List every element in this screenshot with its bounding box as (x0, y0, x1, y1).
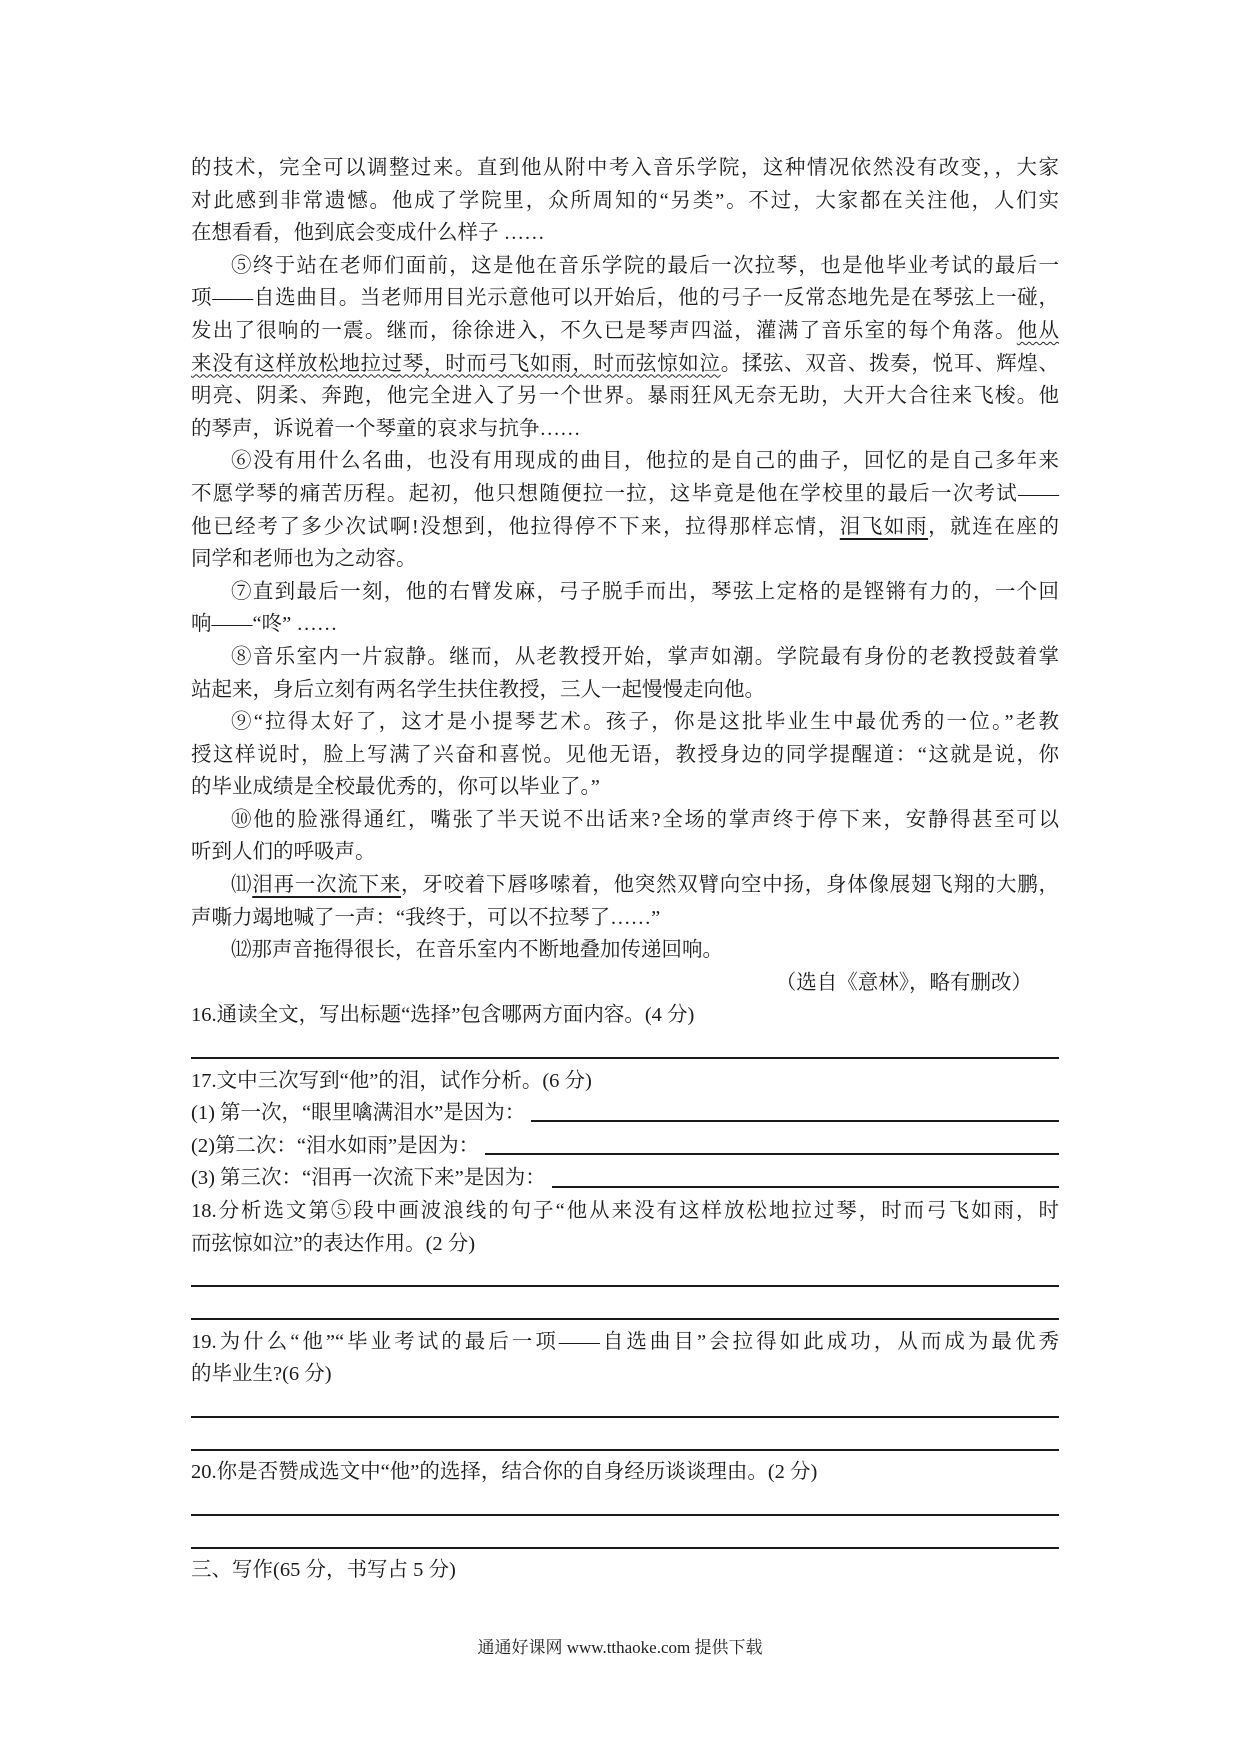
text-line: ⑩他的脸涨得通红，嘴张了半天说不出话来?全场的掌声终于停下来，安静得甚至可以 (231, 808, 1059, 831)
text-line: 明亮、阴柔、奔跑，他完全进入了另一个世界。暴雨狂风无奈无助，大开大合往来飞梭。他 (191, 385, 1059, 408)
paragraph-9 (191, 706, 1059, 804)
text-line (191, 869, 1059, 902)
question-17 (191, 1065, 1059, 1195)
question-17-item-1 (191, 1097, 1059, 1130)
paragraph-12 (191, 934, 1059, 967)
answer-area (191, 1483, 1059, 1549)
paragraph-7 (191, 576, 1059, 641)
answer-area (191, 1254, 1059, 1320)
line-segment: 。揉弦、双音、拨奏，悦耳、辉煌、 (720, 352, 1059, 375)
item-text: (3) 第三次：“泪再一次流下来”是因为： (191, 1167, 546, 1190)
question-text: 16.通读全文，写出标题“选择”包含哪两方面内容。(4 分) (191, 1004, 695, 1027)
question-text: 19.为什么“他”“毕业考试的最后一项——自选曲目”会拉得如此成功，从而成为最优秀 (191, 1330, 1059, 1353)
answer-line (191, 1418, 1059, 1451)
answer-area (191, 1385, 1059, 1451)
text-line (191, 348, 1059, 381)
question-20 (191, 1456, 1059, 1549)
question-19 (191, 1326, 1059, 1451)
text-line: 对此感到非常遗憾。他成了学院里，众所周知的“另类”。不过，大家都在关注他，人们实 (191, 189, 1059, 212)
answer-line (191, 1287, 1059, 1320)
line-segment: 发出了很响的一震。继而，徐徐进入，不久已是琴声四溢，灌满了音乐室的每个角落。 (191, 319, 1017, 342)
text-line: 授这样说时，脸上写满了兴奋和喜悦。见他无语，教授身边的同学提醒道：“这就是说，你 (191, 743, 1059, 766)
text-line: ⑧音乐室内一片寂静。继而，从老教授开始，掌声如潮。学院最有身份的老教授鼓着掌 (231, 645, 1059, 668)
page-content (191, 152, 1059, 1587)
reading-passage (191, 152, 1059, 999)
question-18 (191, 1195, 1059, 1320)
underlined-phrase: 泪再一次流下来 (252, 874, 401, 897)
paragraph-6 (191, 445, 1059, 575)
text-line: ⑿那声音拖得很长，在音乐室内不断地叠加传递回响。 (231, 939, 723, 962)
question-17-item-3 (191, 1162, 1059, 1195)
line-segment: ⑾ (231, 874, 253, 897)
question-text: 而弦惊如泣”的表达作用。(2 分) (191, 1232, 476, 1255)
text-line: 响——“咚” …… (191, 613, 338, 636)
answer-blank (552, 1162, 1059, 1187)
text-line: ⑥没有用什么名曲，也没有用现成的曲目，他拉的是自己的曲子，回忆的是自己多年来 (231, 450, 1059, 473)
text-line: ⑤终于站在老师们面前，这是他在音乐学院的最后一次拉琴，也是他毕业考试的最后一 (231, 254, 1059, 277)
wavy-underlined-sentence: 来没有这样放松地拉过琴，时而弓飞如雨，时而弦惊如泣 (191, 352, 721, 375)
answer-line (191, 1516, 1059, 1549)
question-text: 18.分析选文第⑤段中画波浪线的句子“他从来没有这样放松地拉过琴，时而弓飞如雨，时 (191, 1199, 1059, 1222)
text-line: 不愿学琴的痛苦历程。起初，他只想随便拉一拉，这毕竟是他在学校里的最后一次考试—— (191, 482, 1059, 505)
text-line (191, 315, 1059, 348)
wavy-underlined-sentence: 他从 (1016, 319, 1060, 342)
footer-credit: 通通好课网 www.tthaoke.com 提供下载 (477, 1638, 763, 1657)
line-segment: 他已经考了多少次试啊!没想到，他拉得停不下来，拉得那样忘情， (191, 515, 840, 538)
text-line: 的毕业成绩是全校最优秀的，你可以毕业了。” (191, 776, 600, 799)
answer-blank (485, 1130, 1059, 1155)
text-line: 项——自选曲目。当老师用目光示意他可以开始后，他的弓子一反常态地先是在琴弦上一碰， (191, 287, 1059, 310)
paragraph-8 (191, 641, 1059, 706)
question-16 (191, 999, 1059, 1059)
item-text: (1) 第一次，“眼里噙满泪水”是因为： (191, 1102, 526, 1125)
writing-section (191, 1554, 1059, 1587)
text-line: 声嘶力竭地喊了一声：“我终于，可以不拉琴了……” (191, 906, 661, 929)
question-text: 17.文中三次写到“他”的泪，试作分析。(6 分) (191, 1069, 592, 1092)
text-line: 听到人们的呼吸声。 (191, 841, 376, 864)
question-text: 20.你是否赞成选文中“他”的选择，结合你的自身经历谈谈理由。(2 分) (191, 1461, 818, 1484)
text-line: 站起来，身后立刻有两名学生扶住教授，三人一起慢慢走向他。 (191, 678, 765, 701)
underlined-phrase: 泪飞如雨 (839, 515, 929, 538)
text-line (191, 511, 1059, 544)
text-line: 的琴声，诉说着一个琴童的哀求与抗争…… (191, 417, 581, 440)
paragraph-5 (191, 250, 1059, 446)
item-text: (2)第二次：“泪水如雨”是因为： (191, 1134, 480, 1157)
text-line: 的技术，完全可以调整过来。直到他从附中考入音乐学院，这种情况依然没有改变，，大家 (191, 157, 1059, 179)
question-17-item-2 (191, 1130, 1059, 1163)
source-citation: （选自《意林》，略有删改） (775, 971, 1032, 994)
paragraph-10 (191, 804, 1059, 869)
text-line: 在想看看，他到底会变成什么样子 …… (191, 222, 545, 245)
answer-blank (531, 1097, 1059, 1122)
question-text: 的毕业生?(6 分) (191, 1363, 332, 1386)
writing-section-heading: 三、写作(65 分，书写占 5 分) (191, 1559, 456, 1582)
text-line: 同学和老师也为之动容。 (191, 548, 417, 571)
text-line: ⑨“拉得太好了，这才是小提琴艺术。孩子，你是这批毕业生中最优秀的一位。”老教 (231, 711, 1059, 734)
line-segment: ，牙咬着下唇哆嗦着，他突然双臂向空中扬，身体像展翅飞翔的大鹏， (401, 874, 1059, 897)
paragraph-continued (191, 152, 1059, 250)
line-segment: ，就连在座的 (928, 515, 1060, 538)
text-line: ⑦直到最后一刻，他的右臂发麻，弓子脱手而出，琴弦上定格的是铿锵有力的，一个回 (231, 580, 1059, 603)
paragraph-11 (191, 869, 1059, 934)
